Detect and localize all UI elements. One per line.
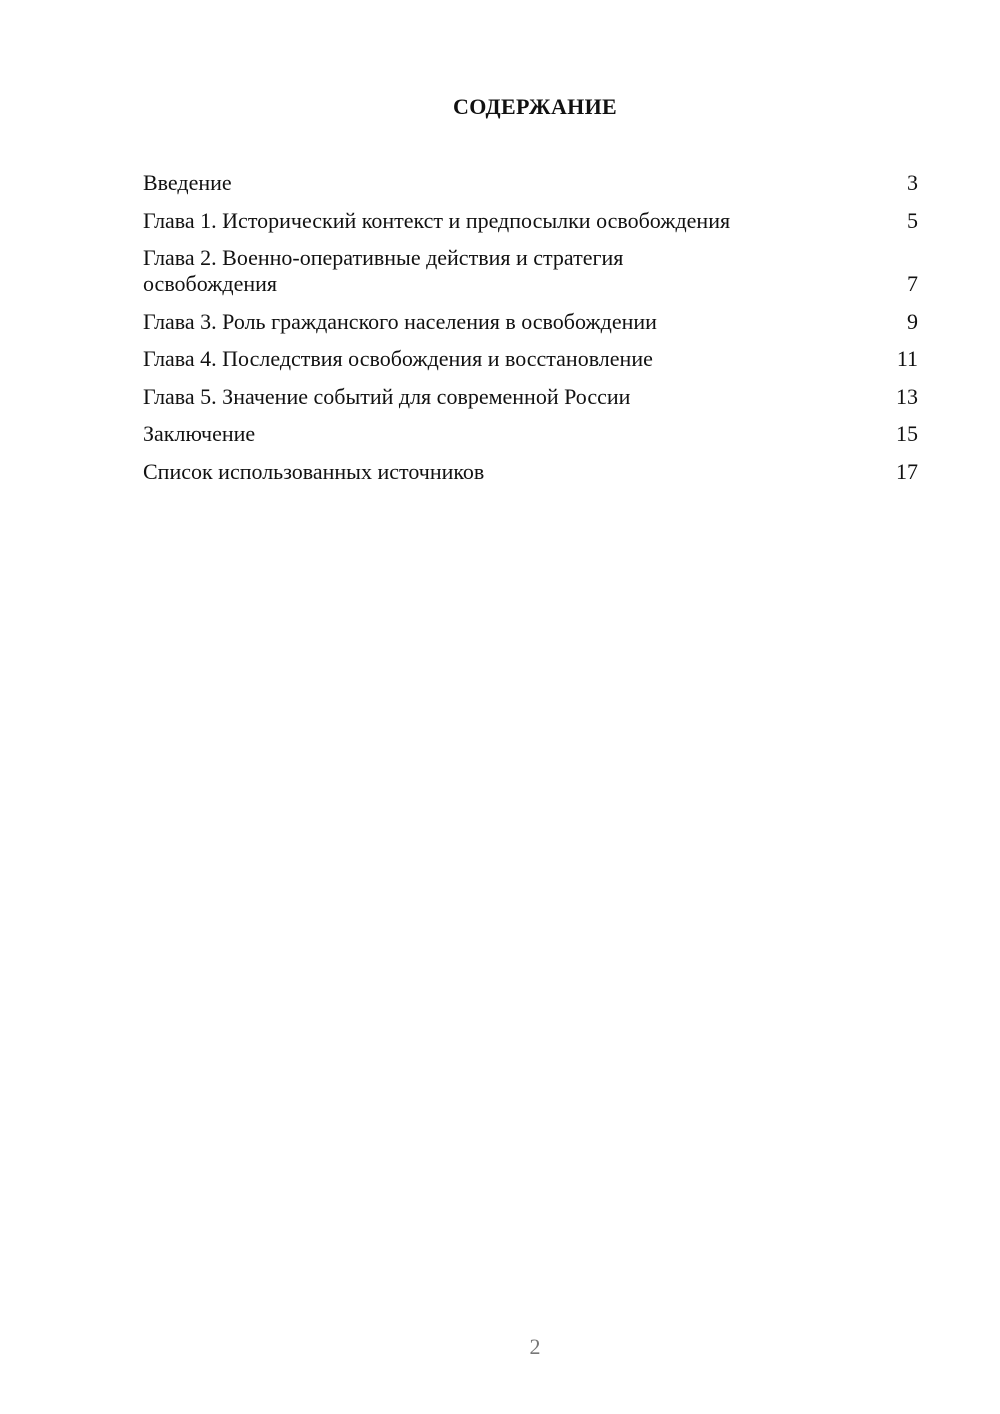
toc-item-chapter-2 <box>143 245 918 297</box>
toc-item-page: 7 <box>907 271 918 296</box>
toc-item-chapter-3 <box>143 309 918 335</box>
toc-item-label: Глава 2. Военно-оперативные действия и стратегия освобождения <box>143 245 624 296</box>
toc-item-introduction <box>143 170 918 196</box>
toc-item-label: Введение <box>143 170 232 195</box>
toc-item-label: Список использованных источников <box>143 458 485 484</box>
toc-item-label: Глава 3. Роль гражданского населения в освобождении <box>143 308 657 334</box>
toc-item-chapter-4 <box>143 346 918 372</box>
toc-item-label: Глава 5. Значение событий для современной России <box>143 383 631 409</box>
page-number: 2 <box>529 1334 541 1359</box>
toc-item-page: 15 <box>896 421 918 446</box>
toc-item-page: 13 <box>896 383 918 409</box>
toc-item-page: 3 <box>907 170 918 195</box>
toc-item-page: 17 <box>896 458 918 484</box>
table-of-contents <box>143 170 918 496</box>
toc-item-label: Глава 1. Исторический контекст и предпосылки освобождения <box>143 207 731 233</box>
toc-item-page: 11 <box>896 346 918 371</box>
toc-item-page: 9 <box>907 308 918 334</box>
toc-item-label: Глава 4. Последствия освобождения и восстановление <box>143 346 653 371</box>
toc-item-conclusion <box>143 421 918 447</box>
page-title: СОДЕРЖАНИЕ <box>453 94 617 119</box>
toc-item-page: 5 <box>907 207 918 233</box>
toc-item-label: Заключение <box>143 421 256 446</box>
toc-item-chapter-5 <box>143 384 918 410</box>
toc-item-sources <box>143 459 918 485</box>
toc-item-chapter-1 <box>143 208 918 234</box>
